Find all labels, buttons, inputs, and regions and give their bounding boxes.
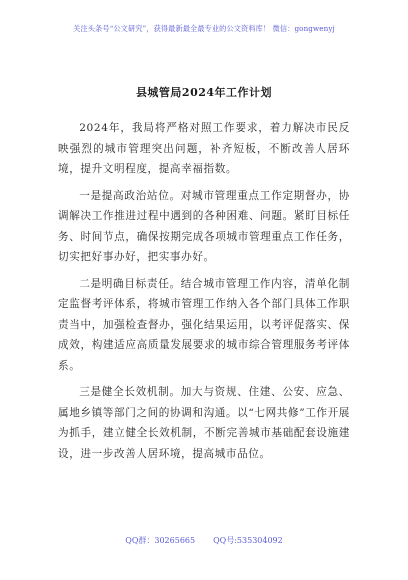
paragraph-target-responsibility: 二是明确目标责任。结合城市管理工作内容，清单化制定监督考评体系，将城市管理工作纳入各个部门具体工作职责当中，加强检查督办，强化结果运用，以考评促落实、保成效，构建适应高质量发展要求的城市综合管理服务考评体系。 (58, 277, 350, 372)
paragraph-long-term-mechanism: 三是健全长效机制。加大与资规、住建、公安、应急、属地乡镇等部门之间的协调和沟通。以“七网共修”工作开展为抓手，建立健全长效机制，不断完善城市基础配套设施建设，进一步改善人居环境，提高城市品位。 (58, 386, 350, 460)
footer-qq-group: QQ群：30265665 (125, 536, 196, 545)
paragraph-intro: 2024年，我局将严格对照工作要求，着力解决市民反映强烈的城市管理突出问题，补齐短板，不断改善人居环境，提升文明程度，提高幸福指数。 (58, 122, 350, 175)
footer-contact (0, 535, 408, 546)
paragraph-political-stance: 一是提高政治站位。对城市管理重点工作定期督办，协调解决工作推进过程中遇到的各种困难、问题。紧盯目标任务、时间节点，确保按期完成各项城市管理重点工作任务，切实把好事办好，把实事办好。 (58, 189, 350, 263)
header-banner: 关注头条号“公文研究”，获得最新最全最专业的公文资料库！ 微信：gongwenyj (73, 24, 335, 33)
document-title: 县城管局2024年工作计划 (135, 86, 273, 99)
document-body (58, 118, 350, 470)
footer-qq-number: QQ号:535304092 (213, 536, 283, 545)
